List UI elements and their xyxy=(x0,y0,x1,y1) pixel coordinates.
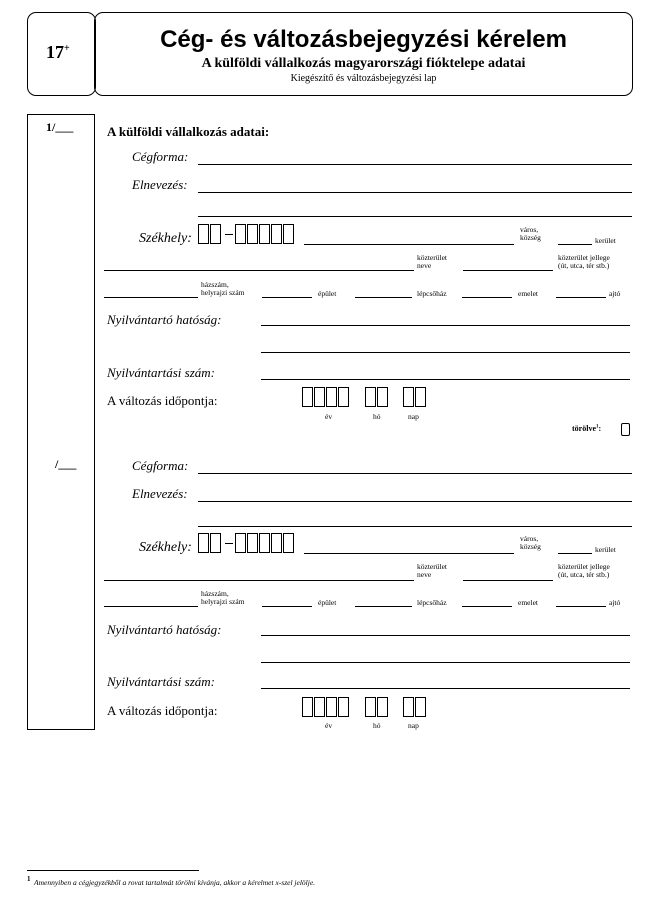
kozterulet-field-2[interactable] xyxy=(104,580,414,581)
varos-label-2 xyxy=(520,535,541,551)
date-cell[interactable] xyxy=(314,387,325,407)
cegforma-field[interactable] xyxy=(198,164,632,165)
epulet-label-2: épület xyxy=(318,598,337,607)
postcode-cell[interactable] xyxy=(259,224,270,244)
torolve-checkbox[interactable] xyxy=(621,423,630,436)
ho-label: hó xyxy=(373,412,381,421)
hazszam-field-2[interactable] xyxy=(104,606,198,607)
elnevezes-label-2: Elnevezés: xyxy=(132,486,188,501)
kozterulet-text: közterület xyxy=(417,253,447,262)
date-cell[interactable] xyxy=(403,697,414,717)
jellege-text: közterület jellege xyxy=(558,253,610,262)
date-year-cells-2[interactable] xyxy=(302,697,350,717)
postcode-dash xyxy=(225,234,233,235)
postcode-cell[interactable] xyxy=(210,224,221,244)
torolve-text: törölve xyxy=(572,424,596,433)
lepcsohaz-label: lépcsőház xyxy=(417,289,447,298)
varos-text-2: város, xyxy=(520,534,539,543)
date-cell[interactable] xyxy=(403,387,414,407)
form-number xyxy=(46,42,70,63)
section2-index: /___ xyxy=(55,457,77,471)
neve-text: neve xyxy=(417,261,432,270)
kozterulet-jellege-label xyxy=(558,254,610,270)
ho-label-2: hó xyxy=(373,721,381,730)
hatosag-field-b[interactable] xyxy=(261,635,630,636)
kerulet-label: kerület xyxy=(595,236,616,245)
hazszam-text: házszám, xyxy=(201,280,229,289)
cegforma-label-2: Cégforma: xyxy=(132,458,189,473)
elnevezes-label: Elnevezés: xyxy=(132,177,188,192)
epulet-field[interactable] xyxy=(262,297,312,298)
footnote-marker: 1 xyxy=(27,875,31,883)
postcode-cell[interactable] xyxy=(247,224,258,244)
hazszam-text-2: házszám, xyxy=(201,589,229,598)
emelet-label-2: emelet xyxy=(518,598,538,607)
helyrajzi-text: helyrajzi szám xyxy=(201,288,245,297)
postcode-first-digits[interactable] xyxy=(198,224,222,244)
ajto-field[interactable] xyxy=(556,297,606,298)
postcode-first-digits-2[interactable] xyxy=(198,533,222,553)
date-cell[interactable] xyxy=(338,387,349,407)
torolve-label xyxy=(572,424,601,433)
valtozas-label: A változás időpontja: xyxy=(107,393,218,408)
postcode-last-digits-2[interactable] xyxy=(235,533,295,553)
page-subtitle2: Kiegészítő és változásbejegyzési lap xyxy=(290,73,437,84)
nap-label: nap xyxy=(408,412,419,421)
szekhely-label-2: Székhely: xyxy=(139,540,192,555)
date-cell[interactable] xyxy=(415,697,426,717)
postcode-cell[interactable] xyxy=(235,533,246,553)
emelet-field-2[interactable] xyxy=(462,606,512,607)
kozterulet-label xyxy=(417,254,447,270)
emelet-field[interactable] xyxy=(462,297,512,298)
date-cell[interactable] xyxy=(302,697,313,717)
jellege-text-2: közterület jellege xyxy=(558,562,610,571)
epulet-field-2[interactable] xyxy=(262,606,312,607)
cegforma-label: Cégforma: xyxy=(132,149,189,164)
nyilv-szam-label-2: Nyilvántartási szám: xyxy=(107,674,215,689)
cegforma-field-2[interactable] xyxy=(198,473,632,474)
helyrajzi-text-2: helyrajzi szám xyxy=(201,597,245,606)
footnote-text: Amennyiben a cégjegyzékből a rovat tartalmát törölni kívánja, akkor a kérelmet x-szel jelölje. xyxy=(34,878,316,887)
elnevezes-field-b[interactable] xyxy=(198,501,632,502)
postcode-cell[interactable] xyxy=(198,224,209,244)
postcode-cell[interactable] xyxy=(235,224,246,244)
hazszam-field[interactable] xyxy=(104,297,198,298)
kerulet-label-2: kerület xyxy=(595,545,616,554)
ajto-label-2: ajtó xyxy=(609,598,621,607)
emelet-label: emelet xyxy=(518,289,538,298)
date-cell[interactable] xyxy=(314,697,325,717)
postcode-cell[interactable] xyxy=(283,224,294,244)
szekhely-label: Székhely: xyxy=(139,231,192,246)
date-cell[interactable] xyxy=(365,697,376,717)
date-cell[interactable] xyxy=(326,697,337,717)
hatosag-field-b2[interactable] xyxy=(261,662,630,663)
nyilv-szam-label: Nyilvántartási szám: xyxy=(107,365,215,380)
date-cell[interactable] xyxy=(415,387,426,407)
hazszam-label xyxy=(201,281,245,297)
hatosag-field-2[interactable] xyxy=(261,352,630,353)
page-title: Cég- és változásbejegyzési kérelem xyxy=(160,26,567,53)
kozseg-text-2: község xyxy=(520,542,541,551)
postcode-cell[interactable] xyxy=(247,533,258,553)
date-month-cells-2[interactable] xyxy=(365,697,389,717)
date-cell[interactable] xyxy=(338,697,349,717)
date-cell[interactable] xyxy=(377,697,388,717)
kozterulet-jellege-label-2 xyxy=(558,563,610,579)
form-number-sup: + xyxy=(64,43,70,54)
kozterulet-label-2 xyxy=(417,563,447,579)
kozterulet-jellege-field[interactable] xyxy=(463,270,553,271)
date-day-cells-2[interactable] xyxy=(403,697,427,717)
jellege-pelda-2: (út, utca, tér stb.) xyxy=(558,570,610,579)
date-cell[interactable] xyxy=(365,387,376,407)
nyilv-szam-field-2[interactable] xyxy=(261,688,630,689)
torolve-sup: 1 xyxy=(596,424,599,430)
elnevezes-field[interactable] xyxy=(198,192,632,193)
nyilv-szam-field[interactable] xyxy=(261,379,630,380)
elnevezes-field-b2[interactable] xyxy=(198,526,632,527)
date-year-cells[interactable] xyxy=(302,387,350,407)
form-number-value: 17 xyxy=(46,42,64,62)
elnevezes-field-2[interactable] xyxy=(198,216,632,217)
hatosag-label: Nyilvántartó hatóság: xyxy=(107,312,222,327)
page-subtitle: A külföldi vállalkozás magyarországi fióktelepe adatai xyxy=(201,56,526,71)
kerulet-field-2[interactable] xyxy=(558,553,592,554)
postcode-cell[interactable] xyxy=(210,533,221,553)
footnote-separator xyxy=(27,870,199,871)
nap-label-2: nap xyxy=(408,721,419,730)
index-column xyxy=(27,114,95,730)
kozseg-text: község xyxy=(520,233,541,242)
lepcsohaz-label-2: lépcsőház xyxy=(417,598,447,607)
postcode-cell[interactable] xyxy=(271,533,282,553)
ajto-label: ajtó xyxy=(609,289,621,298)
varos-field[interactable] xyxy=(304,244,514,245)
jellege-pelda: (út, utca, tér stb.) xyxy=(558,261,610,270)
torolve-colon: : xyxy=(598,424,602,433)
date-day-cells[interactable] xyxy=(403,387,427,407)
kozterulet-text-2: közterület xyxy=(417,562,447,571)
lepcsohaz-field-2[interactable] xyxy=(355,606,412,607)
epulet-label: épület xyxy=(318,289,337,298)
date-cell[interactable] xyxy=(302,387,313,407)
kozterulet-jellege-field-2[interactable] xyxy=(463,580,553,581)
postcode-cell[interactable] xyxy=(198,533,209,553)
kerulet-field[interactable] xyxy=(558,244,592,245)
valtozas-label-2: A változás időpontja: xyxy=(107,703,218,718)
postcode-cell[interactable] xyxy=(259,533,270,553)
varos-text: város, xyxy=(520,225,539,234)
varos-label xyxy=(520,226,541,242)
hazszam-label-2 xyxy=(201,590,245,606)
lepcsohaz-field[interactable] xyxy=(355,297,412,298)
postcode-last-digits[interactable] xyxy=(235,224,295,244)
ajto-field-2[interactable] xyxy=(556,606,606,607)
date-cell[interactable] xyxy=(326,387,337,407)
ev-label: év xyxy=(325,412,333,421)
varos-field-2[interactable] xyxy=(304,553,514,554)
postcode-cell[interactable] xyxy=(283,533,294,553)
date-month-cells[interactable] xyxy=(365,387,389,407)
neve-text-2: neve xyxy=(417,570,432,579)
kozterulet-field[interactable] xyxy=(104,270,414,271)
section1-heading: A külföldi vállalkozás adatai: xyxy=(107,124,270,139)
date-cell[interactable] xyxy=(377,387,388,407)
postcode-cell[interactable] xyxy=(271,224,282,244)
hatosag-label-2: Nyilvántartó hatóság: xyxy=(107,622,222,637)
ev-label-2: év xyxy=(325,721,333,730)
section1-index: 1/___ xyxy=(46,120,74,134)
hatosag-field[interactable] xyxy=(261,325,630,326)
postcode-dash-2 xyxy=(225,543,233,544)
